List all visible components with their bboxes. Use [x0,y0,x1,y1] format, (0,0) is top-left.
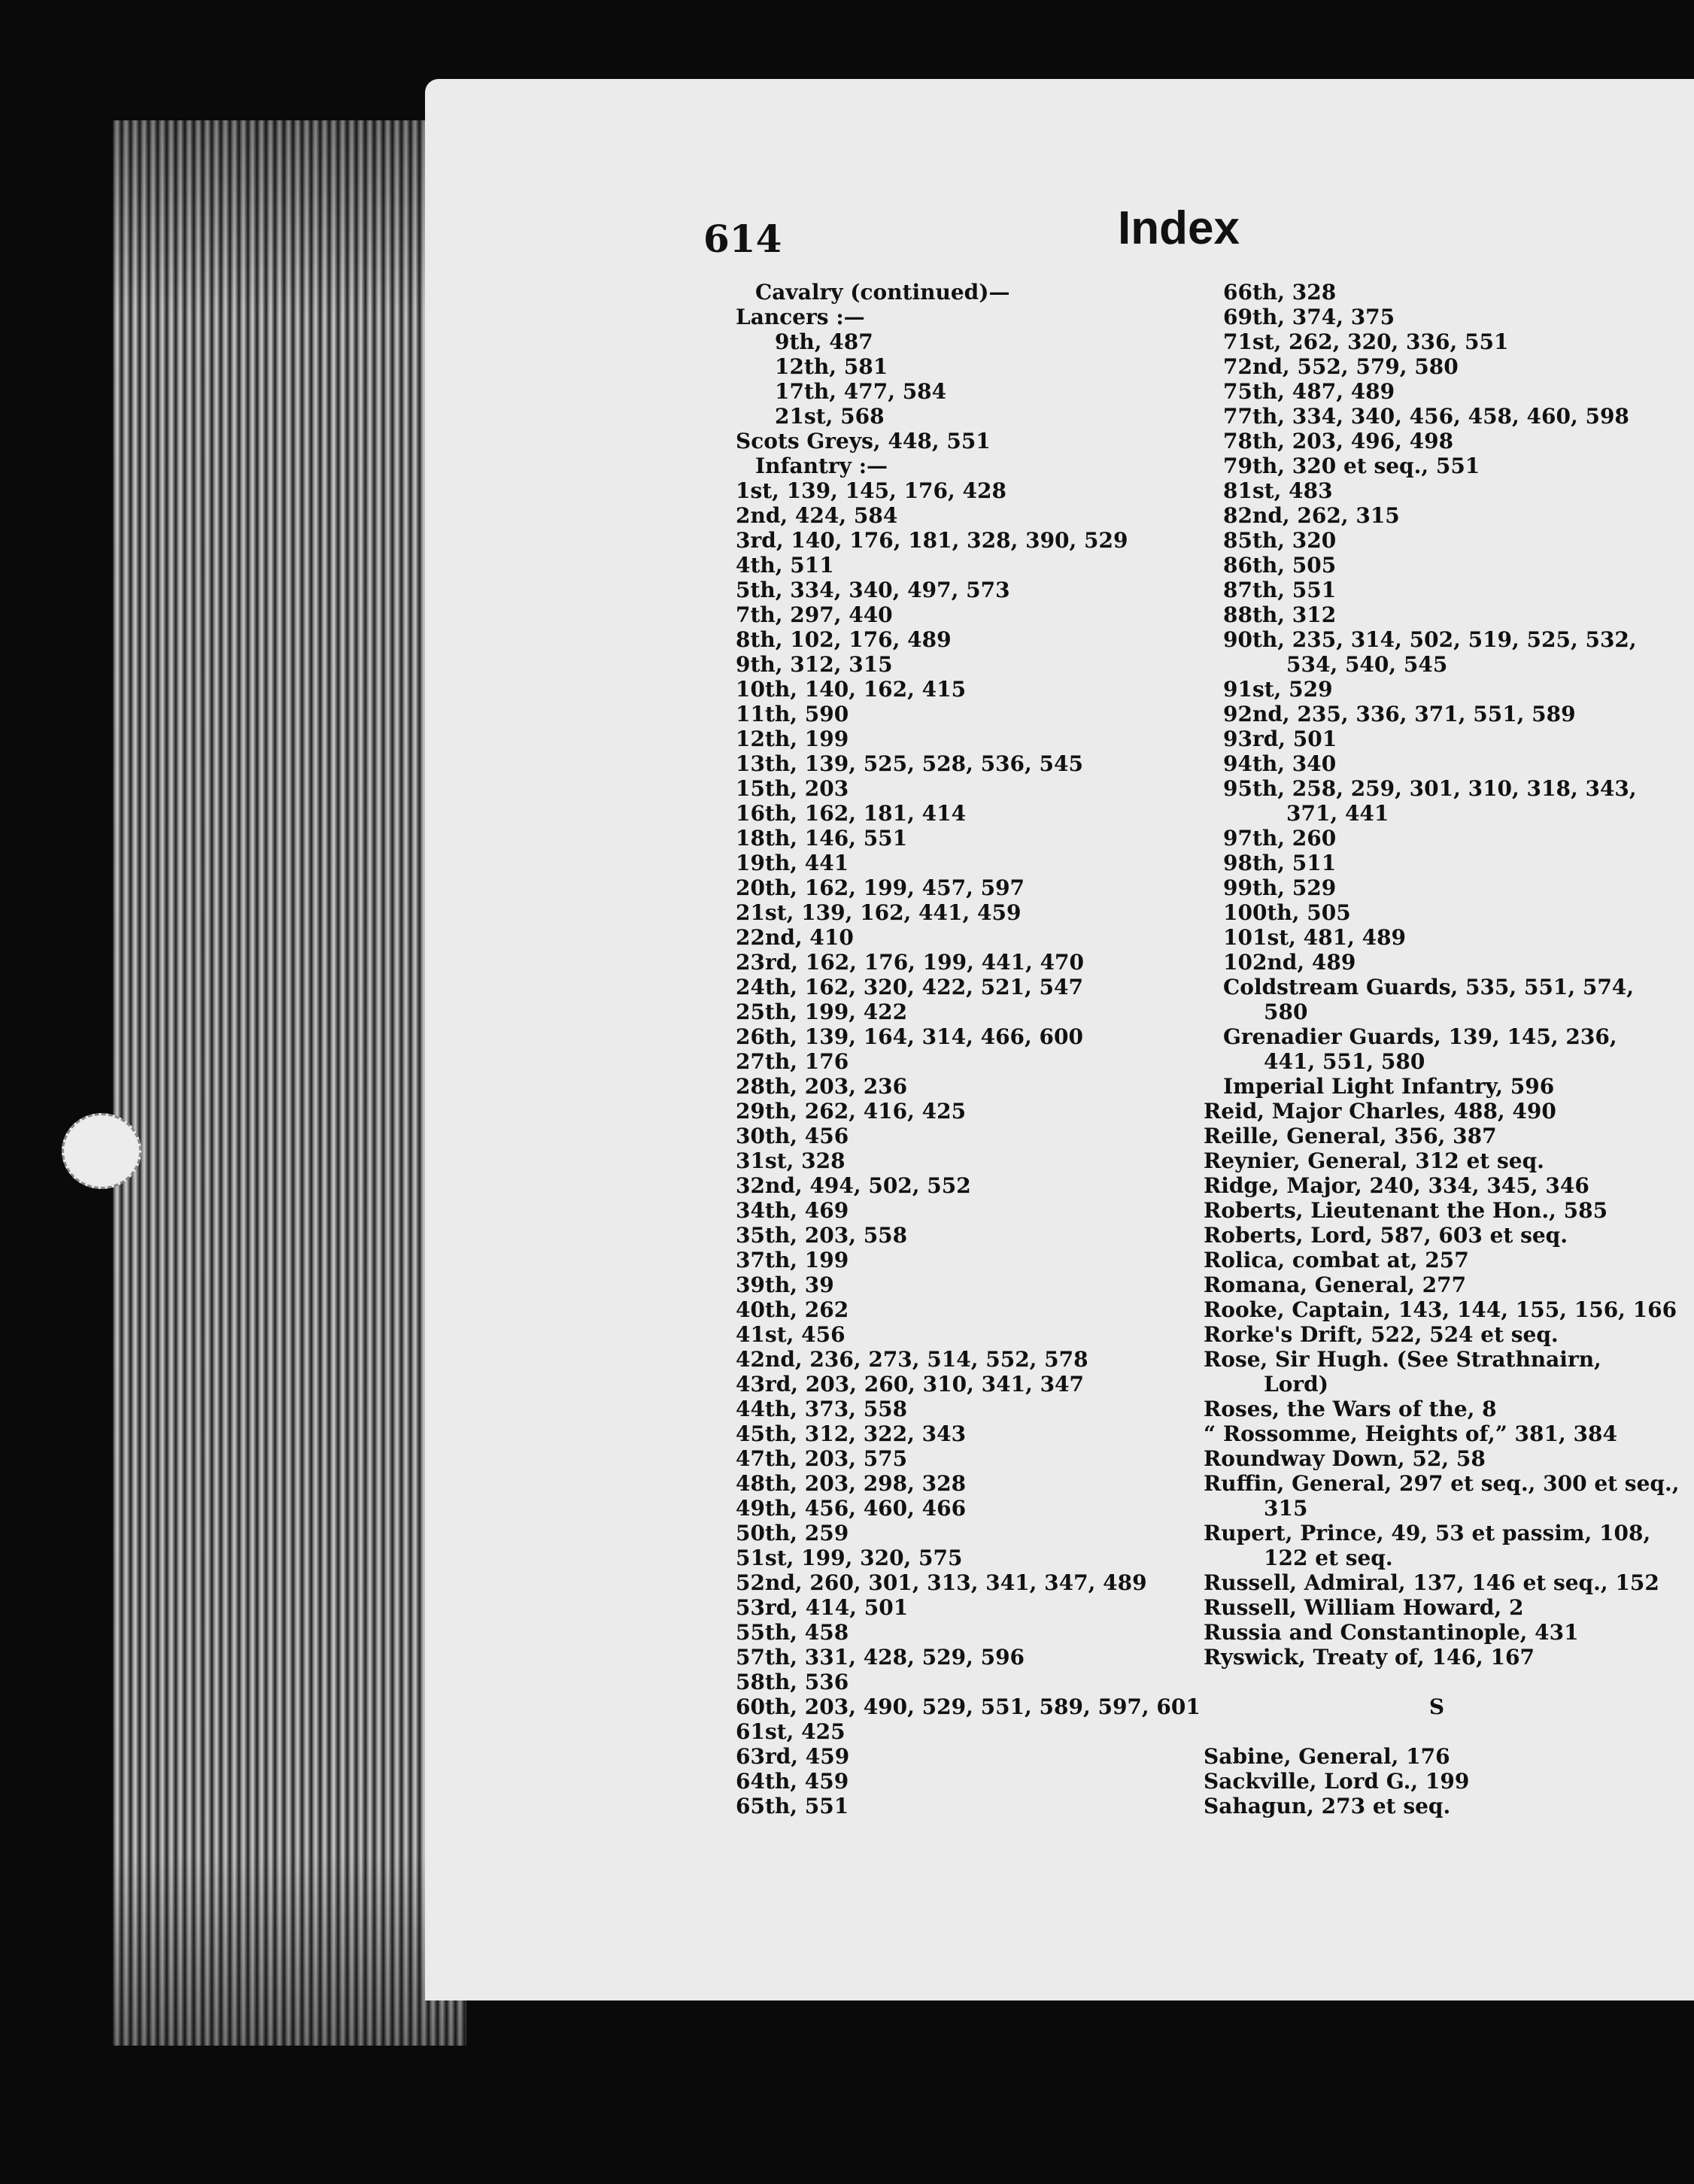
index-entry: 35th, 203, 558 [736,1223,908,1248]
index-entry: 61st, 425 [736,1719,845,1744]
index-entry: 16th, 162, 181, 414 [736,801,967,826]
section-letter: S [1428,1694,1445,1719]
index-entry: 28th, 203, 236 [736,1074,908,1099]
index-entry: 50th, 259 [736,1521,849,1545]
index-entry: 42nd, 236, 273, 514, 552, 578 [736,1347,1088,1372]
index-entry: Lord) [1264,1372,1328,1397]
index-entry: 122 et seq. [1264,1545,1393,1570]
index-entry: Russell, Admiral, 137, 146 et seq., 152 [1204,1570,1659,1595]
index-entry: 19th, 441 [736,851,849,875]
index-entry: 22nd, 410 [736,925,854,950]
index-entry: 534, 540, 545 [1286,652,1448,677]
index-entry: 78th, 203, 496, 498 [1223,429,1454,453]
index-entry: Imperial Light Infantry, 596 [1223,1074,1555,1099]
index-entries-r [1204,280,1679,1670]
index-entry: 13th, 139, 525, 528, 536, 545 [736,751,1083,776]
index-entry: 79th, 320 et seq., 551 [1223,453,1480,478]
index-entry: 41st, 456 [736,1322,845,1347]
index-entry: 87th, 551 [1223,578,1337,602]
index-entries-s [1204,1744,1679,1818]
index-entry: 11th, 590 [736,702,849,726]
index-entry: 55th, 458 [736,1620,849,1645]
index-entry: Russell, William Howard, 2 [1204,1595,1524,1620]
section-gap [1204,1719,1679,1744]
index-entry: 52nd, 260, 301, 313, 341, 347, 489 [736,1570,1147,1595]
index-entry: 53rd, 414, 501 [736,1595,909,1620]
index-entry: 29th, 262, 416, 425 [736,1099,967,1124]
index-entry: 101st, 481, 489 [1223,925,1407,950]
page-heading: Index [1118,202,1240,254]
index-entry: Rorke's Drift, 522, 524 et seq. [1204,1322,1559,1347]
index-entry: 64th, 459 [736,1769,849,1794]
index-entry: 25th, 199, 422 [736,999,908,1024]
index-entry: Lancers :— [736,305,865,329]
index-column-left [736,280,1201,1818]
index-entry: Rolica, combat at, 257 [1204,1248,1469,1272]
index-entry: 3rd, 140, 176, 181, 328, 390, 529 [736,528,1128,553]
index-entry: 1st, 139, 145, 176, 428 [736,478,1006,503]
index-entry: 85th, 320 [1223,528,1337,553]
index-entry: 44th, 373, 558 [736,1397,908,1421]
index-entry: 49th, 456, 460, 466 [736,1496,967,1521]
index-entry: 99th, 529 [1223,875,1337,900]
index-entry: 75th, 487, 489 [1223,379,1395,404]
index-entry: 95th, 258, 259, 301, 310, 318, 343, [1223,776,1637,801]
index-entry: 100th, 505 [1223,900,1351,925]
index-entry: 21st, 568 [775,404,885,429]
index-entry: 102nd, 489 [1223,950,1356,975]
index-entry: 18th, 146, 551 [736,826,908,851]
index-entry: 23rd, 162, 176, 199, 441, 470 [736,950,1085,975]
index-entry: 9th, 312, 315 [736,652,893,677]
index-entry: 57th, 331, 428, 529, 596 [736,1645,1025,1670]
index-entry: 94th, 340 [1223,751,1337,776]
index-entry: Sackville, Lord G., 199 [1204,1769,1470,1794]
index-entry: “ Rossomme, Heights of,” 381, 384 [1204,1421,1617,1446]
index-entry: 32nd, 494, 502, 552 [736,1173,971,1198]
index-entry: Russia and Constantinople, 431 [1204,1620,1579,1645]
index-entry: 82nd, 262, 315 [1223,503,1400,528]
index-entry: Reynier, General, 312 et seq. [1204,1148,1544,1173]
index-entry: Roberts, Lieutenant the Hon., 585 [1204,1198,1608,1223]
index-entry: 69th, 374, 375 [1223,305,1395,329]
index-entry: 12th, 581 [775,354,888,379]
index-entry: 60th, 203, 490, 529, 551, 589, 597, 601 [736,1694,1201,1719]
index-entry: 37th, 199 [736,1248,849,1272]
index-entry: 8th, 102, 176, 489 [736,627,952,652]
index-entry: 24th, 162, 320, 422, 521, 547 [736,975,1083,999]
index-entry: Rose, Sir Hugh. (See Strathnairn, [1204,1347,1601,1372]
index-entry: 30th, 456 [736,1124,849,1148]
index-entry: 15th, 203 [736,776,849,801]
index-entry: Roberts, Lord, 587, 603 et seq. [1204,1223,1568,1248]
index-entry: Reille, General, 356, 387 [1204,1124,1497,1148]
index-entry: 90th, 235, 314, 502, 519, 525, 532, [1223,627,1637,652]
index-entry: Sabine, General, 176 [1204,1744,1450,1769]
index-entry: 65th, 551 [736,1794,849,1818]
index-entry: 27th, 176 [736,1049,849,1074]
index-entry: Coldstream Guards, 535, 551, 574, [1223,975,1635,999]
index-entry: 371, 441 [1286,801,1389,826]
index-entry: 10th, 140, 162, 415 [736,677,967,702]
index-entry: Sahagun, 273 et seq. [1204,1794,1451,1818]
index-entry: 40th, 262 [736,1297,849,1322]
paper-damage [62,1113,141,1189]
index-entry: Roses, the Wars of the, 8 [1204,1397,1497,1421]
index-entry: Rooke, Captain, 143, 144, 155, 156, 166 [1204,1297,1677,1322]
index-entry: Ryswick, Treaty of, 146, 167 [1204,1645,1535,1670]
book-page-edges [113,120,466,2046]
index-entry: 441, 551, 580 [1264,1049,1425,1074]
index-entry: Rupert, Prince, 49, 53 et passim, 108, [1204,1521,1651,1545]
index-entry: 63rd, 459 [736,1744,850,1769]
index-entry: Reid, Major Charles, 488, 490 [1204,1099,1556,1124]
index-entry: Scots Greys, 448, 551 [736,429,991,453]
page-number: 614 [703,217,782,261]
index-column-right [1204,280,1679,1818]
index-entry: 48th, 203, 298, 328 [736,1471,967,1496]
index-entry: 81st, 483 [1223,478,1333,503]
index-entry: Cavalry (continued)— [755,280,1010,305]
index-entry: 45th, 312, 322, 343 [736,1421,967,1446]
index-entry: 17th, 477, 584 [775,379,947,404]
index-entry: 77th, 334, 340, 456, 458, 460, 598 [1223,404,1629,429]
index-entry: Roundway Down, 52, 58 [1204,1446,1486,1471]
index-entry: 7th, 297, 440 [736,602,893,627]
index-entry: 2nd, 424, 584 [736,503,898,528]
index-entry: 92nd, 235, 336, 371, 551, 589 [1223,702,1576,726]
index-entry: 39th, 39 [736,1272,834,1297]
index-entry: 93rd, 501 [1223,726,1337,751]
index-entry: 98th, 511 [1223,851,1337,875]
index-entry: 86th, 505 [1223,553,1337,578]
section-gap [1204,1670,1679,1694]
index-entry: Infantry :— [755,453,888,478]
index-entry: 26th, 139, 164, 314, 466, 600 [736,1024,1083,1049]
index-entry: Grenadier Guards, 139, 145, 236, [1223,1024,1617,1049]
index-entry: 71st, 262, 320, 336, 551 [1223,329,1509,354]
index-entry: 20th, 162, 199, 457, 597 [736,875,1025,900]
index-entry: 58th, 536 [736,1670,849,1694]
index-entry: 9th, 487 [775,329,873,354]
index-entry: 34th, 469 [736,1198,849,1223]
index-entry: 43rd, 203, 260, 310, 341, 347 [736,1372,1085,1397]
index-entry: 66th, 328 [1223,280,1337,305]
index-entry: 31st, 328 [736,1148,845,1173]
index-entry: 72nd, 552, 579, 580 [1223,354,1459,379]
index-entry: 5th, 334, 340, 497, 573 [736,578,1010,602]
index-entry: Romana, General, 277 [1204,1272,1467,1297]
index-entry: 51st, 199, 320, 575 [736,1545,963,1570]
index-entry: 12th, 199 [736,726,849,751]
index-entry: 4th, 511 [736,553,834,578]
index-entry: 88th, 312 [1223,602,1337,627]
index-entry: 91st, 529 [1223,677,1333,702]
index-entry: 580 [1264,999,1308,1024]
index-entry: 21st, 139, 162, 441, 459 [736,900,1022,925]
index-entry: Ruffin, General, 297 et seq., 300 et seq., [1204,1471,1680,1496]
index-entry: 315 [1264,1496,1308,1521]
index-entry: 97th, 260 [1223,826,1337,851]
index-entry: 47th, 203, 575 [736,1446,908,1471]
index-entry: Ridge, Major, 240, 334, 345, 346 [1204,1173,1589,1198]
